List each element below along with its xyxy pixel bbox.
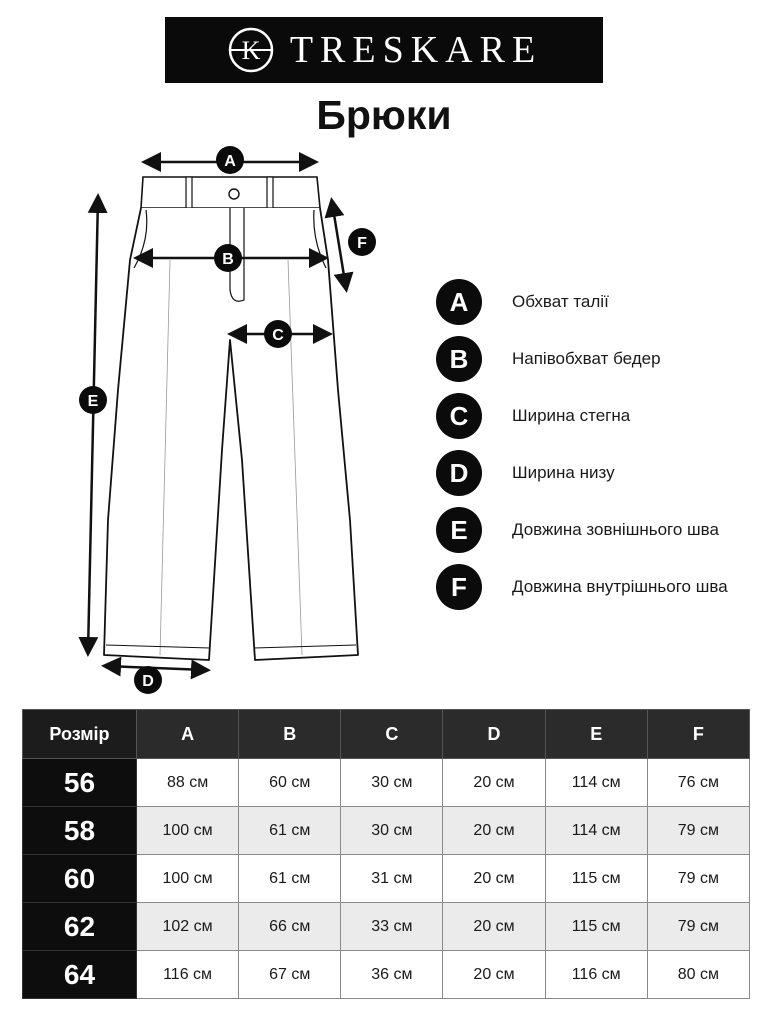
label-c	[264, 320, 292, 348]
legend-item	[436, 449, 615, 497]
label-e-text: E	[87, 393, 99, 410]
size-cell: 56	[23, 759, 137, 807]
table-cell: 60 см	[239, 759, 341, 807]
size-cell: 58	[23, 807, 137, 855]
table-cell: 100 см	[137, 807, 239, 855]
legend-letter: B	[436, 336, 482, 382]
button-icon	[229, 189, 239, 199]
table-cell: 116 см	[137, 951, 239, 999]
legend-letter: F	[436, 564, 482, 610]
table-cell: 20 см	[443, 807, 545, 855]
belt-loop	[186, 177, 192, 208]
table-cell: 61 см	[239, 855, 341, 903]
legend-letter: E	[436, 507, 482, 553]
table-cell: 67 см	[239, 951, 341, 999]
legend-item	[436, 506, 719, 554]
table-cell: 30 см	[341, 759, 443, 807]
header-a: A	[137, 710, 239, 759]
label-d	[134, 666, 162, 694]
legend-label: Довжина внутрішнього шва	[512, 577, 728, 596]
table-cell: 33 см	[341, 903, 443, 951]
legend-item	[436, 335, 661, 383]
header-d: D	[443, 710, 545, 759]
label-b-text: B	[222, 251, 234, 268]
brand-name: TRESKARE	[289, 29, 543, 71]
table-row	[23, 951, 750, 999]
table-cell: 80 см	[647, 951, 749, 999]
header-size: Розмір	[23, 710, 137, 759]
header-c: C	[341, 710, 443, 759]
table-cell: 115 см	[545, 903, 647, 951]
legend-letter: D	[436, 450, 482, 496]
legend-letter: C	[436, 393, 482, 439]
legend-label: Ширина стегна	[512, 406, 631, 425]
arrow-e	[88, 198, 98, 652]
table-cell: 31 см	[341, 855, 443, 903]
table-cell: 116 см	[545, 951, 647, 999]
table-cell: 66 см	[239, 903, 341, 951]
brand-logo-letter: K	[241, 36, 261, 65]
size-cell: 62	[23, 903, 137, 951]
label-c-text: C	[272, 327, 284, 344]
table-row	[23, 807, 750, 855]
table-cell: 61 см	[239, 807, 341, 855]
table-cell: 102 см	[137, 903, 239, 951]
label-f	[348, 228, 376, 256]
legend-label: Напівобхват бедер	[512, 349, 661, 368]
pants-diagram	[0, 140, 420, 700]
size-table	[22, 709, 750, 999]
header-b: B	[239, 710, 341, 759]
table-cell: 79 см	[647, 807, 749, 855]
header-f: F	[647, 710, 749, 759]
label-f-text: F	[357, 235, 367, 252]
size-cell: 60	[23, 855, 137, 903]
legend-item	[436, 278, 609, 326]
table-cell: 20 см	[443, 855, 545, 903]
table-cell: 114 см	[545, 759, 647, 807]
arrow-f	[332, 202, 346, 288]
label-a-text: A	[224, 153, 236, 170]
brand-logo-icon	[226, 25, 276, 75]
legend-item	[436, 392, 630, 440]
header-e: E	[545, 710, 647, 759]
legend-item	[436, 563, 728, 611]
table-cell: 115 см	[545, 855, 647, 903]
table-cell: 79 см	[647, 855, 749, 903]
table-cell: 76 см	[647, 759, 749, 807]
legend-label: Довжина зовнішнього шва	[512, 520, 719, 539]
table-cell: 100 см	[137, 855, 239, 903]
legend-label: Обхват талії	[512, 292, 609, 311]
table-cell: 20 см	[443, 759, 545, 807]
table-row	[23, 855, 750, 903]
page-title: Брюки	[316, 92, 452, 138]
label-e	[79, 386, 107, 414]
table-row	[23, 903, 750, 951]
label-b	[214, 244, 242, 272]
belt-loop	[267, 177, 273, 208]
table-cell: 79 см	[647, 903, 749, 951]
table-row	[23, 759, 750, 807]
table-cell: 20 см	[443, 951, 545, 999]
label-a	[216, 146, 244, 174]
brand-banner	[165, 17, 603, 83]
table-cell: 88 см	[137, 759, 239, 807]
table-header-row	[23, 710, 750, 759]
legend-letter: A	[436, 279, 482, 325]
table-cell: 114 см	[545, 807, 647, 855]
table-cell: 20 см	[443, 903, 545, 951]
size-cell: 64	[23, 951, 137, 999]
label-d-text: D	[142, 673, 154, 690]
pants-outline	[104, 208, 358, 660]
table-cell: 30 см	[341, 807, 443, 855]
legend-label: Ширина низу	[512, 463, 615, 482]
table-cell: 36 см	[341, 951, 443, 999]
